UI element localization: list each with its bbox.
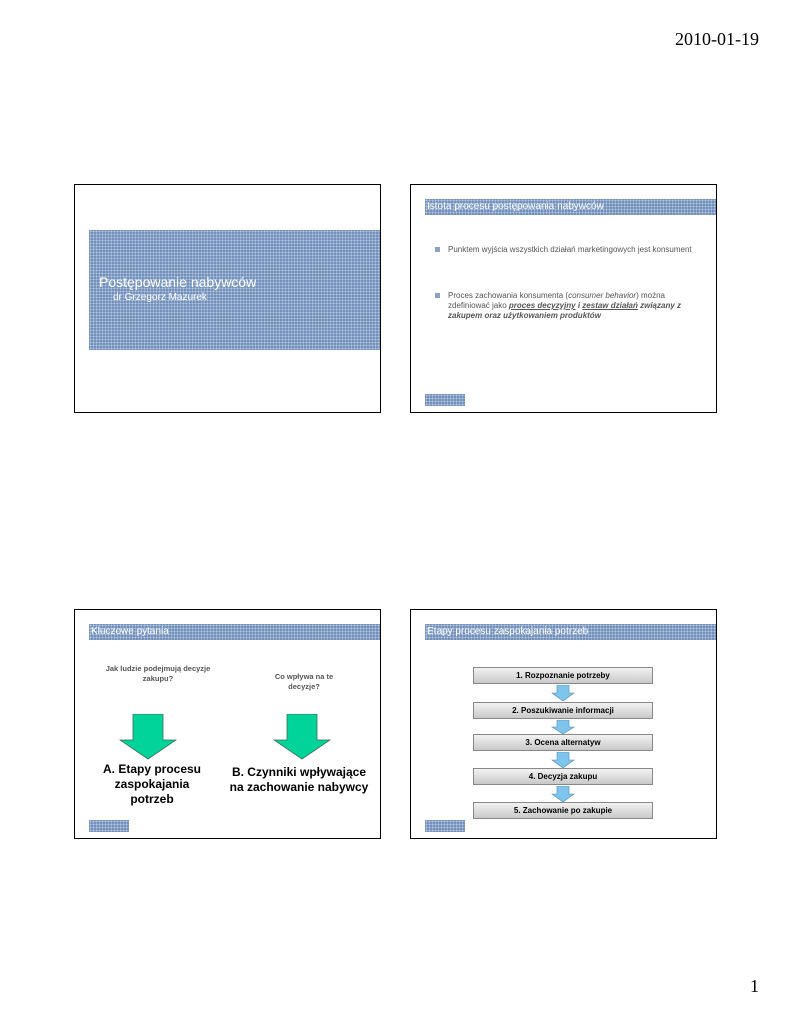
footer-pattern: [425, 394, 465, 406]
process-step: 2. Poszukiwanie informacji: [473, 702, 653, 719]
slide-header: Kluczowe pytania: [89, 624, 380, 640]
process-step: 4. Decyzja zakupu: [473, 768, 653, 785]
bullet-item: [435, 291, 705, 321]
slide-title-text: Postępowanie nabywców: [99, 274, 257, 290]
process-step: 1. Rozpoznanie potrzeby: [473, 667, 653, 684]
bullet-text: Punktem wyjścia wszystkich działań marketingowych jest konsument: [448, 245, 692, 254]
title-band: [89, 230, 380, 350]
process-step: 5. Zachowanie po zakupie: [473, 802, 653, 819]
slide-key-questions: [74, 609, 381, 839]
down-arrow-icon: [551, 720, 575, 735]
down-arrow-icon: [119, 714, 177, 760]
bullet-text: Proces zachowania konsumenta (consumer behavior) można zdefiniować jako proces decyzyjny i zestaw działań związany z zakupem oraz użytkowaniem produktów: [448, 291, 681, 320]
slide-title: [74, 184, 381, 413]
slide-essence: [410, 184, 717, 413]
answer-left: A. Etapy procesu zaspokajania potrzeb: [102, 762, 202, 806]
bullet-square-icon: [435, 293, 440, 298]
page-date: 2010-01-19: [675, 29, 759, 49]
bullet-square-icon: [435, 247, 440, 252]
bullet-item: [435, 245, 705, 255]
question-left: Jak ludzie podejmują decyzje zakupu?: [105, 664, 211, 683]
down-arrow-icon: [551, 786, 575, 803]
footer-pattern: [89, 820, 129, 832]
process-step: 3. Ocena alternatyw: [473, 734, 653, 751]
slide-process-stages: [410, 609, 717, 839]
down-arrow-icon: [273, 714, 331, 760]
down-arrow-icon: [551, 752, 575, 769]
slide-author: dr Grzegorz Mazurek: [113, 292, 207, 303]
page-number: 1: [750, 976, 759, 996]
slide-header: Etapy procesu zaspokajania potrzeb: [425, 624, 716, 640]
question-right: Co wpływa na te decyzje?: [274, 672, 334, 691]
footer-pattern: [425, 820, 465, 832]
answer-right: B. Czynniki wpływające na zachowanie nabywcy: [229, 765, 369, 794]
down-arrow-icon: [551, 685, 575, 702]
slide-header: Istota procesu postępowania nabywców: [425, 199, 716, 215]
